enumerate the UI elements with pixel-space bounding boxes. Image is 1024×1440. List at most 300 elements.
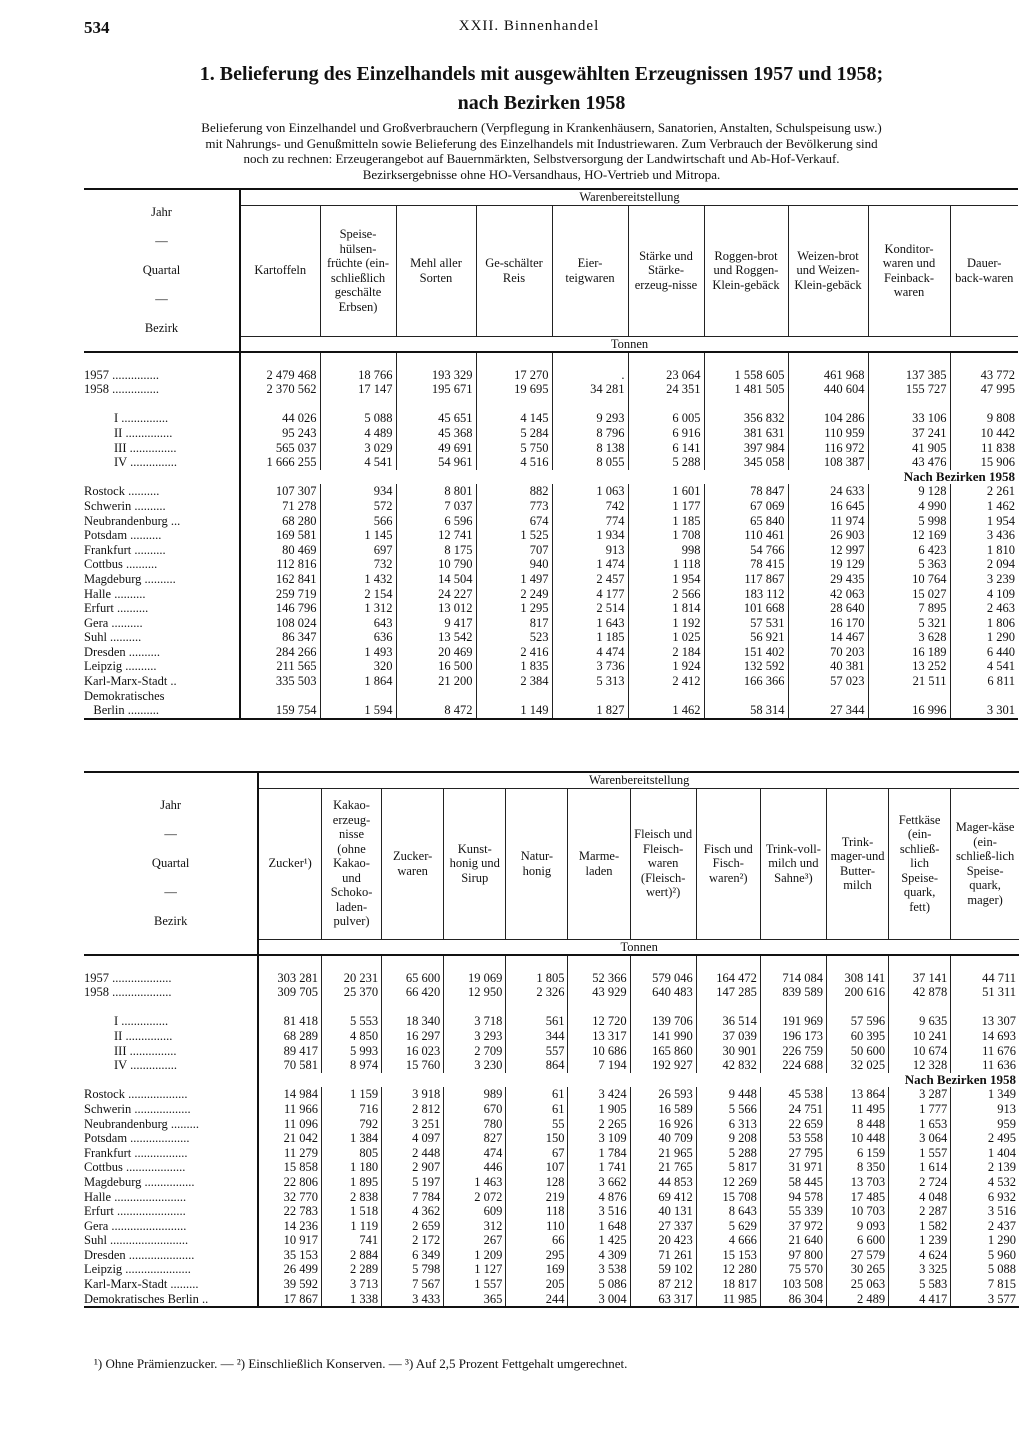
data-cell: 3 662: [568, 1175, 630, 1190]
data-cell: 10 241: [889, 1029, 951, 1044]
row-label-text: III: [114, 1043, 127, 1058]
district-row: [84, 630, 1018, 645]
data-cell: 1 601: [628, 484, 704, 499]
data-cell: 226 759: [760, 1044, 826, 1059]
data-cell: 2 416: [476, 645, 552, 660]
stub-header-line: Bezirk: [154, 914, 188, 928]
column-header: Marme-laden: [568, 788, 630, 939]
row-label: 1957 ...................: [84, 970, 172, 985]
data-cell: 159 754: [240, 703, 320, 719]
data-cell: 169 581: [240, 528, 320, 543]
data-cell: 4 109: [950, 587, 1018, 602]
data-cell: 11 966: [258, 1102, 321, 1117]
footnotes: ¹) Ohne Prämienzucker. — ²) Einschließlich Konserven. — ³) Auf 2,5 Prozent Fettgehalt umgerechnet.: [94, 1356, 628, 1371]
data-cell: 2 884: [321, 1248, 381, 1263]
data-cell: 1 666 255: [240, 455, 320, 470]
data-cell: 998: [628, 543, 704, 558]
data-cell: 1 462: [950, 499, 1018, 514]
data-cell: 312: [444, 1219, 506, 1234]
data-cell: 1 185: [552, 630, 628, 645]
data-cell: 57 023: [788, 674, 868, 689]
data-cell: 45 651: [396, 411, 476, 426]
data-cell: 34 281: [552, 382, 628, 397]
row-label: IV ...............: [114, 455, 177, 470]
data-cell: 87 212: [630, 1277, 696, 1292]
data-cell: 4 516: [476, 455, 552, 470]
data-cell: 70 581: [258, 1058, 321, 1073]
data-cell: 42 878: [889, 985, 951, 1000]
data-cell: 1 905: [568, 1102, 630, 1117]
data-cell: 8 175: [396, 543, 476, 558]
row-label: III ...............: [114, 440, 177, 455]
data-cell: 13 317: [568, 1029, 630, 1044]
data-cell: 14 693: [951, 1029, 1019, 1044]
data-cell: 4 850: [321, 1029, 381, 1044]
data-cell: 2 265: [568, 1117, 630, 1132]
column-header: Eier-teigwaren: [552, 205, 628, 336]
row-label: Suhl .........................: [84, 1233, 189, 1248]
data-cell: 2 812: [382, 1102, 444, 1117]
district-row: [84, 1262, 1019, 1277]
row-label-text: IV: [114, 455, 127, 470]
data-cell: 191 969: [760, 1014, 826, 1029]
row-label: Erfurt ..........: [84, 601, 149, 616]
data-cell: 741: [321, 1233, 381, 1248]
district-row: [84, 587, 1018, 602]
data-cell: 164 472: [696, 971, 760, 986]
data-cell: 2 463: [950, 601, 1018, 616]
data-cell: 3 718: [444, 1014, 506, 1029]
data-cell: 1 643: [552, 616, 628, 631]
data-cell: 8 055: [552, 455, 628, 470]
data-cell: 1 827: [552, 703, 628, 719]
data-cell: 2 566: [628, 587, 704, 602]
data-cell: 1 954: [950, 514, 1018, 529]
data-cell: 117 867: [704, 572, 788, 587]
district-row: [84, 659, 1018, 674]
data-cell: 10 674: [889, 1044, 951, 1059]
data-cell: 166 366: [704, 674, 788, 689]
column-header: Fettkäse (ein-schließ-lich Speise-quark, fett): [889, 788, 951, 939]
data-cell: 16 589: [630, 1102, 696, 1117]
unit-label: Tonnen: [240, 336, 1018, 352]
data-cell: 3 538: [568, 1262, 630, 1277]
data-cell: 267: [444, 1233, 506, 1248]
data-cell: 11 974: [788, 514, 868, 529]
stub-header-line: Quartal: [151, 856, 190, 870]
district-row: [84, 499, 1018, 514]
data-cell: 6 932: [951, 1190, 1019, 1205]
row-label: Leipzig .....................: [84, 1262, 191, 1277]
data-cell: 39 592: [258, 1277, 321, 1292]
data-cell: 365: [444, 1292, 506, 1308]
data-cell: 15 760: [382, 1058, 444, 1073]
data-cell: 8 801: [396, 484, 476, 499]
data-cell: 14 467: [788, 630, 868, 645]
data-cell: 5 088: [951, 1262, 1019, 1277]
data-cell: 151 402: [704, 645, 788, 660]
data-cell: 162 841: [240, 572, 320, 587]
data-cell: 356 832: [704, 411, 788, 426]
data-cell: 116 972: [788, 441, 868, 456]
district-row: [84, 1131, 1019, 1146]
year-row: [84, 985, 1019, 1000]
data-cell: 224 688: [760, 1058, 826, 1073]
data-cell: 959: [951, 1117, 1019, 1132]
data-cell: 5 960: [951, 1248, 1019, 1263]
row-label: Schwerin ..................: [84, 1101, 191, 1116]
spacer-row: [84, 1000, 1019, 1015]
data-cell: 71 278: [240, 499, 320, 514]
data-cell: 1 180: [321, 1160, 381, 1175]
data-cell: 1 338: [321, 1292, 381, 1308]
data-cell: 86 304: [760, 1292, 826, 1308]
data-cell: 9 208: [696, 1131, 760, 1146]
data-cell: 21 640: [760, 1233, 826, 1248]
row-label: Dresden .....................: [84, 1247, 195, 1262]
header-group-row: [84, 189, 1018, 205]
data-cell: 193 329: [396, 368, 476, 383]
data-cell: 817: [476, 616, 552, 631]
data-cell: 32 025: [826, 1058, 888, 1073]
row-label: I ...............: [114, 411, 169, 426]
data-cell: 1 741: [568, 1160, 630, 1175]
data-cell: 15 153: [696, 1248, 760, 1263]
data-cell: 10 790: [396, 557, 476, 572]
row-label: IV ...............: [114, 1058, 177, 1073]
data-cell: 20 469: [396, 645, 476, 660]
data-cell: 16 170: [788, 616, 868, 631]
spacer-row: [84, 955, 1019, 971]
data-cell: 913: [951, 1102, 1019, 1117]
district-row: [84, 1117, 1019, 1132]
intro-line: noch zu rechnen: Erzeugerangebot auf Bauernmärkten, Selbstversorgung der Landwirtschaft und Ab-Hof-Verkauf.: [243, 151, 840, 166]
data-cell: 2 249: [476, 587, 552, 602]
table-2: [84, 771, 1019, 1308]
data-cell: 6 313: [696, 1117, 760, 1132]
data-cell: 19 695: [476, 382, 552, 397]
data-cell: 10 686: [568, 1044, 630, 1059]
data-cell: 52 366: [568, 971, 630, 986]
data-cell: 196 173: [760, 1029, 826, 1044]
column-header: Mager-käse (ein-schließ-lich Speise-quark, mager): [951, 788, 1019, 939]
data-cell: 18 340: [382, 1014, 444, 1029]
data-cell: 320: [320, 659, 396, 674]
data-cell: [628, 689, 704, 704]
data-cell: 780: [444, 1117, 506, 1132]
row-label: Berlin ..........: [84, 703, 240, 719]
data-cell: 13 307: [951, 1014, 1019, 1029]
district-row: [84, 601, 1018, 616]
data-cell: 1 864: [320, 674, 396, 689]
data-cell: 165 860: [630, 1044, 696, 1059]
data-cell: 2 479 468: [240, 368, 320, 383]
data-cell: 20 423: [630, 1233, 696, 1248]
quarter-row: [84, 1058, 1019, 1073]
data-cell: 25 063: [826, 1277, 888, 1292]
data-cell: 1 493: [320, 645, 396, 660]
group-header: Warenbereitstellung: [240, 189, 1018, 205]
data-cell: 864: [506, 1058, 568, 1073]
column-header: Dauer-back-waren: [950, 205, 1018, 336]
data-cell: 1 384: [321, 1131, 381, 1146]
stub-header-line: —: [164, 827, 177, 841]
data-cell: [950, 689, 1018, 704]
data-cell: 43 772: [950, 368, 1018, 383]
data-cell: 1 810: [950, 543, 1018, 558]
data-cell: 8 350: [826, 1160, 888, 1175]
data-cell: 17 485: [826, 1190, 888, 1205]
row-label-text: IV: [114, 1058, 127, 1073]
data-cell: 2 514: [552, 601, 628, 616]
data-cell: 2 289: [321, 1262, 381, 1277]
data-cell: 9 808: [950, 411, 1018, 426]
data-cell: 3 004: [568, 1292, 630, 1308]
row-label: Rostock ..........: [84, 484, 160, 499]
data-cell: 137 385: [868, 368, 950, 383]
data-cell: 107 307: [240, 484, 320, 499]
unit-label: Tonnen: [258, 939, 1019, 955]
row-label: Neubrandenburg .........: [84, 1116, 200, 1131]
data-cell: 1 835: [476, 659, 552, 674]
data-cell: 6 600: [826, 1233, 888, 1248]
data-cell: 446: [444, 1160, 506, 1175]
district-row: [84, 645, 1018, 660]
data-cell: 16 023: [382, 1044, 444, 1059]
data-cell: 827: [444, 1131, 506, 1146]
data-cell: 54 766: [704, 543, 788, 558]
data-cell: 40 381: [788, 659, 868, 674]
data-cell: 11 636: [951, 1058, 1019, 1073]
data-cell: 107: [506, 1160, 568, 1175]
data-cell: 211 565: [240, 659, 320, 674]
data-cell: 1 934: [552, 528, 628, 543]
data-cell: [788, 689, 868, 704]
data-cell: 2 072: [444, 1190, 506, 1205]
data-cell: 461 968: [788, 368, 868, 383]
data-cell: [704, 689, 788, 704]
data-cell: 219: [506, 1190, 568, 1205]
data-cell: 5 798: [382, 1262, 444, 1277]
data-cell: 89 417: [258, 1044, 321, 1059]
data-cell: 5 750: [476, 441, 552, 456]
data-cell: 11 096: [258, 1117, 321, 1132]
data-cell: 309 705: [258, 985, 321, 1000]
row-label: Potsdam ...................: [84, 1131, 190, 1146]
data-cell: 78 415: [704, 557, 788, 572]
data-cell: 8 974: [321, 1058, 381, 1073]
data-cell: 5 566: [696, 1102, 760, 1117]
data-cell: 5 197: [382, 1175, 444, 1190]
stub-header-line: —: [155, 292, 168, 306]
data-cell: 6 811: [950, 674, 1018, 689]
data-cell: 55 339: [760, 1204, 826, 1219]
data-cell: 1 462: [628, 703, 704, 719]
data-cell: 2 139: [951, 1160, 1019, 1175]
district-row: [84, 1102, 1019, 1117]
data-cell: 42 832: [696, 1058, 760, 1073]
stub-header: [84, 189, 240, 352]
data-cell: 12 720: [568, 1014, 630, 1029]
data-cell: 1 481 505: [704, 382, 788, 397]
data-cell: 36 514: [696, 1014, 760, 1029]
intro-line: Belieferung von Einzelhandel und Großverbrauchern (Verpflegung in Krankenhäusern, Sanatorien, Anstalten, Schulspeisung usw.): [201, 120, 882, 135]
data-cell: 2 172: [382, 1233, 444, 1248]
data-cell: 913: [552, 543, 628, 558]
data-cell: 108 387: [788, 455, 868, 470]
header-group-row: [84, 772, 1019, 788]
data-cell: 16 645: [788, 499, 868, 514]
data-cell: 205: [506, 1277, 568, 1292]
data-cell: 13 012: [396, 601, 476, 616]
data-cell: 147 285: [696, 985, 760, 1000]
data-cell: 12 741: [396, 528, 476, 543]
data-cell: 4 048: [889, 1190, 951, 1205]
data-cell: 1 653: [889, 1117, 951, 1132]
data-cell: 579 046: [630, 971, 696, 986]
subtitle-row: [84, 470, 1018, 485]
data-cell: 150: [506, 1131, 568, 1146]
data-cell: 11 838: [950, 441, 1018, 456]
data-cell: 30 265: [826, 1262, 888, 1277]
data-cell: 81 418: [258, 1014, 321, 1029]
data-cell: 1 777: [889, 1102, 951, 1117]
data-cell: 2 412: [628, 674, 704, 689]
data-cell: 110: [506, 1219, 568, 1234]
district-row: [84, 557, 1018, 572]
row-label-text: I: [114, 411, 119, 426]
data-cell: 8 138: [552, 441, 628, 456]
district-row: [84, 1248, 1019, 1263]
row-label: 1958 ...............: [84, 382, 159, 397]
data-cell: 3 109: [568, 1131, 630, 1146]
data-cell: 3 293: [444, 1029, 506, 1044]
quarter-row: [84, 441, 1018, 456]
data-cell: 53 558: [760, 1131, 826, 1146]
row-label: 1957 ...............: [84, 367, 159, 382]
data-cell: 670: [444, 1102, 506, 1117]
data-cell: 572: [320, 499, 396, 514]
column-header: Konditor-waren und Feinback-waren: [868, 205, 950, 336]
data-cell: 169: [506, 1262, 568, 1277]
data-cell: 94 578: [760, 1190, 826, 1205]
column-header: Kartoffeln: [240, 205, 320, 336]
data-cell: 37 141: [889, 971, 951, 986]
data-cell: 882: [476, 484, 552, 499]
row-label: Demokratisches Berlin ..: [84, 1292, 258, 1308]
row-label: Karl-Marx-Stadt ..: [84, 674, 177, 689]
data-cell: 55: [506, 1117, 568, 1132]
data-cell: 303 281: [258, 971, 321, 986]
row-label: Cottbus ...................: [84, 1160, 186, 1175]
data-cell: 16 926: [630, 1117, 696, 1132]
data-cell: 68 289: [258, 1029, 321, 1044]
district-row: [84, 689, 1018, 704]
data-cell: 1 525: [476, 528, 552, 543]
data-cell: 26 499: [258, 1262, 321, 1277]
data-cell: 1 954: [628, 572, 704, 587]
data-cell: 4 624: [889, 1248, 951, 1263]
quarter-row: [84, 455, 1018, 470]
data-cell: 20 231: [321, 971, 381, 986]
column-header: Kakao-erzeug-nisse (ohne Kakao-und Schoko-laden-pulver): [321, 788, 381, 939]
data-cell: 8 796: [552, 426, 628, 441]
data-cell: 13 864: [826, 1087, 888, 1102]
data-cell: 674: [476, 514, 552, 529]
data-cell: 2 907: [382, 1160, 444, 1175]
column-header: Fisch und Fisch-waren²): [696, 788, 760, 939]
data-cell: 805: [321, 1146, 381, 1161]
data-cell: 95 243: [240, 426, 320, 441]
data-cell: 8 643: [696, 1204, 760, 1219]
data-cell: 7 815: [951, 1277, 1019, 1292]
data-cell: 13 542: [396, 630, 476, 645]
row-label-text: I: [114, 1014, 119, 1029]
data-cell: 7 037: [396, 499, 476, 514]
data-cell: 1 025: [628, 630, 704, 645]
data-cell: 1 497: [476, 572, 552, 587]
data-cell: 108 024: [240, 616, 320, 631]
stub-header-line: —: [155, 234, 168, 248]
row-label: Neubrandenburg ...: [84, 513, 181, 528]
data-cell: 2 495: [951, 1131, 1019, 1146]
data-cell: 21 200: [396, 674, 476, 689]
data-cell: 40 131: [630, 1204, 696, 1219]
data-cell: 714 084: [760, 971, 826, 986]
data-cell: 15 906: [950, 455, 1018, 470]
data-cell: 2 437: [951, 1219, 1019, 1234]
page-number: 534: [84, 18, 110, 37]
data-cell: 716: [321, 1102, 381, 1117]
stub-header-line: Bezirk: [144, 321, 179, 335]
data-cell: 6 349: [382, 1248, 444, 1263]
data-cell: 3 251: [382, 1117, 444, 1132]
data-cell: 31 971: [760, 1160, 826, 1175]
data-cell: 1 404: [951, 1146, 1019, 1161]
data-cell: 6 423: [868, 543, 950, 558]
data-cell: 5 817: [696, 1160, 760, 1175]
stub-header-line: —: [164, 885, 177, 899]
district-subtitle: Nach Bezirken 1958: [258, 1073, 1019, 1088]
data-cell: 3 239: [950, 572, 1018, 587]
data-cell: 13 252: [868, 659, 950, 674]
row-label: Leipzig ..........: [84, 659, 157, 674]
data-cell: 3 424: [568, 1087, 630, 1102]
data-cell: 2 659: [382, 1219, 444, 1234]
data-cell: 44 711: [951, 971, 1019, 986]
row-label: Demokratisches: [84, 688, 165, 703]
data-cell: 54 961: [396, 455, 476, 470]
data-cell: 9 448: [696, 1087, 760, 1102]
data-cell: 4 541: [950, 659, 1018, 674]
data-cell: 1 290: [950, 630, 1018, 645]
data-cell: 2 184: [628, 645, 704, 660]
data-cell: 27 579: [826, 1248, 888, 1263]
data-cell: 1 806: [950, 616, 1018, 631]
table-title: [84, 60, 999, 118]
data-cell: 4 474: [552, 645, 628, 660]
data-cell: 12 269: [696, 1175, 760, 1190]
data-cell: 50 600: [826, 1044, 888, 1059]
district-row: [84, 674, 1018, 689]
data-cell: 565 037: [240, 441, 320, 456]
data-cell: 6 596: [396, 514, 476, 529]
data-cell: 732: [320, 557, 396, 572]
data-cell: 2 457: [552, 572, 628, 587]
data-cell: 45 368: [396, 426, 476, 441]
data-cell: 5 629: [696, 1219, 760, 1234]
district-row: [84, 1277, 1019, 1292]
